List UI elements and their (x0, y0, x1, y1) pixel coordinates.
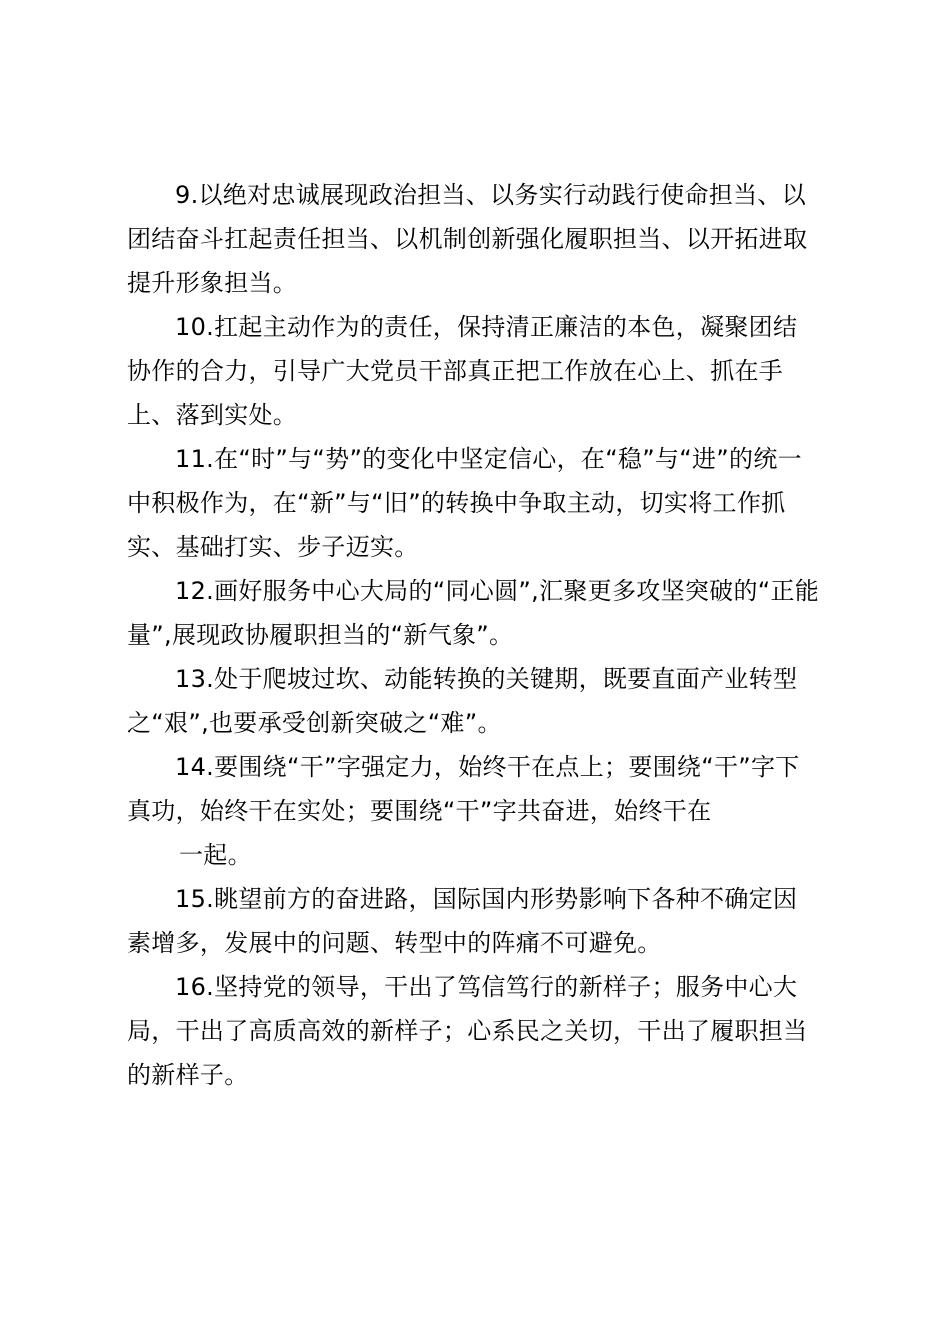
paragraph-12 (127, 569, 827, 657)
text-line: 16.坚持党的领导，干出了笃信笃行的新样子；服务中心大 (175, 973, 798, 1001)
text-line: 提升形象担当。 (127, 269, 298, 297)
text-line: 15.眺望前方的奋进路，国际国内形势影响下各种不确定因 (175, 885, 798, 913)
text-line: 团结奋斗扛起责任担当、以机制创新强化履职担当、以开拓进取 (127, 225, 808, 253)
text-line: 量”,展现政协履职担当的“新气象”。 (127, 621, 514, 649)
paragraph-11 (127, 437, 827, 569)
text-line: 实、基础打实、步子迈实。 (127, 533, 419, 561)
text-line: 局，干出了高质高效的新样子；心系民之关切，干出了履职担当 (127, 1017, 808, 1045)
text-line: 13.处于爬坡过坎、动能转换的关键期，既要直面产业转型 (175, 665, 798, 693)
text-line: 上、落到实处。 (127, 401, 298, 429)
text-line: 中积极作为，在“新”与“旧”的转换中争取主动，切实将工作抓 (127, 489, 786, 517)
paragraph-14 (127, 745, 827, 877)
text-line: 的新样子。 (127, 1061, 249, 1089)
paragraph-9 (127, 173, 827, 305)
text-line: 协作的合力，引导广大党员干部真正把工作放在心上、抓在手 (127, 357, 784, 385)
text-line: 一起。 (179, 841, 252, 869)
paragraph-16 (127, 965, 827, 1097)
text-line: 14.要围绕“干”字强定力，始终干在点上；要围绕“干”字下 (175, 753, 800, 781)
text-line: 11.在“时”与“势”的变化中坚定信心，在“稳”与“进”的统一 (175, 445, 802, 473)
text-line: 10.扛起主动作为的责任，保持清正廉洁的本色，凝聚团结 (175, 313, 798, 341)
document-body (127, 173, 827, 1097)
text-line: 9.以绝对忠诚展现政治担当、以务实行动践行使命担当、以 (175, 181, 806, 209)
text-line: 素增多，发展中的问题、转型中的阵痛不可避免。 (127, 929, 662, 957)
text-line: 12.画好服务中心大局的“同心圆”,汇聚更多攻坚突破的“正能 (175, 577, 820, 605)
paragraph-13 (127, 657, 827, 745)
text-line: 真功，始终干在实处；要围绕“干”字共奋进，始终干在 (127, 797, 712, 825)
paragraph-10 (127, 305, 827, 437)
text-line: 之“艰”,也要承受创新突破之“难”。 (127, 709, 502, 737)
paragraph-15 (127, 877, 827, 965)
